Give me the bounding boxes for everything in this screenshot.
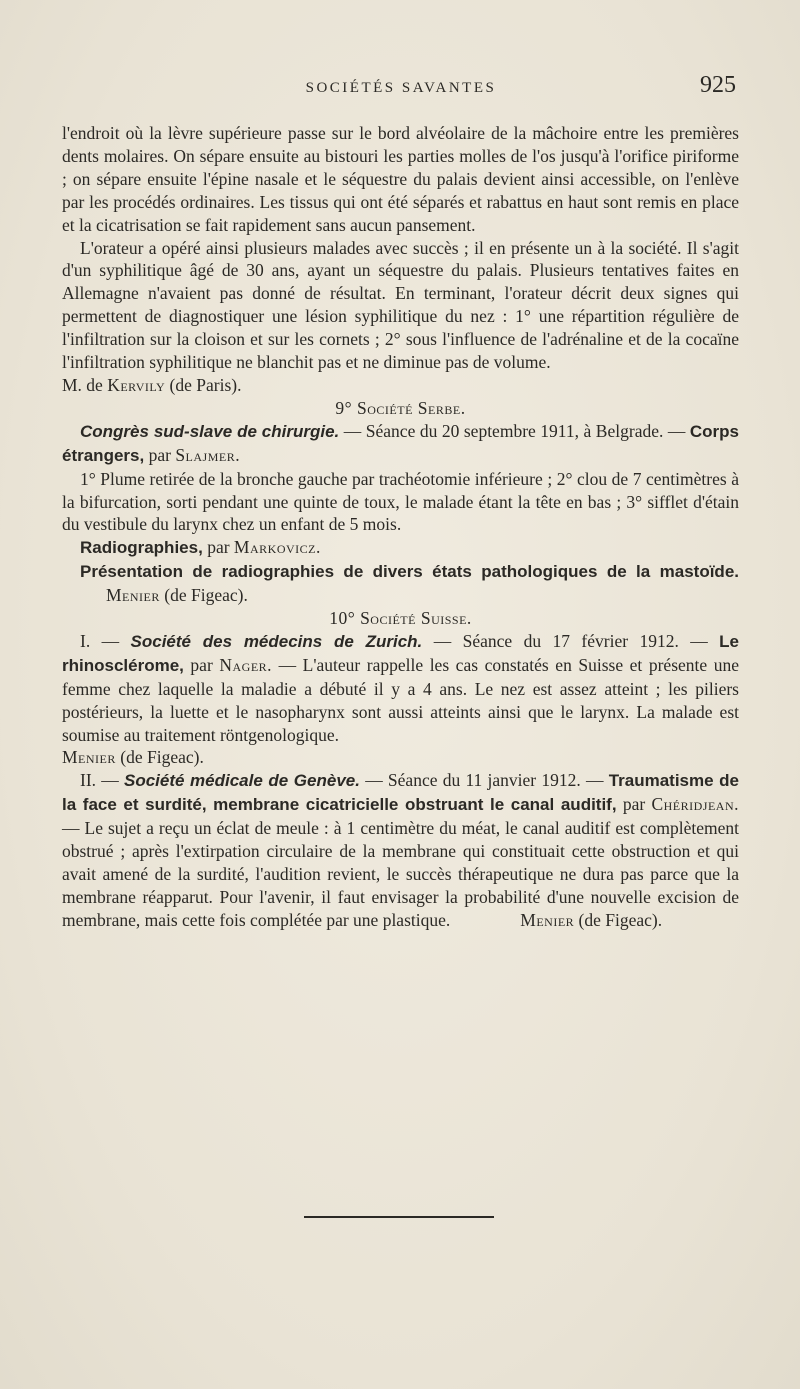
society-geneve: Société médicale de Genève. xyxy=(124,771,360,791)
paragraph-continuation: l'endroit où la lèvre supérieure passe sur le bord alvéolaire de la mâchoire entre les premières dents molaires. On sépare ensuite au bistouri les parties molles de l'os jusqu'à l'orifice piriforme ; on sépare ensuite l'épine nasale et le séquestre du palais devient ainsi accessible, on l'enlève par les procédés ordinaires. Les tissus qui ont été séparés et rabattus en haut sont remis en place et la cicatrisation se fait rapidement sans aucun pansement. xyxy=(62,123,739,235)
author-markovicz: Markovicz. xyxy=(233,537,321,558)
end-rule xyxy=(304,1216,494,1218)
page-number: 925 xyxy=(700,72,736,98)
running-title: SOCIÉTÉS SAVANTES xyxy=(305,80,497,96)
body-text xyxy=(62,122,739,932)
society-zurich: Société des médecins de Zurich. xyxy=(130,631,423,651)
by-text: par xyxy=(616,794,652,815)
signature-place: (de Figeac). xyxy=(574,909,663,930)
signature-menier-zurich xyxy=(62,746,739,769)
section-heading-serbe: 9° Société Serbe. xyxy=(335,397,466,418)
signature-name: Menier xyxy=(62,747,116,768)
signature-prefix: M. de xyxy=(62,374,108,395)
signature-place: (de Figeac). xyxy=(159,585,248,606)
seance-date: — Séance du 20 septembre 1911, à Belgrade. — xyxy=(339,420,690,441)
running-head xyxy=(62,72,740,102)
entry-geneve xyxy=(62,769,739,931)
entry-congres-sud-slave xyxy=(62,420,739,468)
section-heading-suisse: 10° Société Suisse. xyxy=(329,608,472,629)
entry-number: II. — xyxy=(80,770,124,791)
entry-presentation-radiographies xyxy=(62,560,739,607)
by-text: par xyxy=(202,537,234,558)
by-text: par xyxy=(144,444,176,465)
signature-kervily xyxy=(62,374,739,397)
author-cheridjean: Chéridjean. xyxy=(651,794,739,815)
entry-radiographies xyxy=(62,536,739,560)
congress-title: Congrès sud-slave de chirurgie. xyxy=(80,421,340,441)
paragraph-foreign-bodies: 1° Plume retirée de la bronche gauche par trachéotomie inférieure ; 2° clou de 7 centimètres à la bifurcation, sorti pendant une quinte de toux, le malade étant la tête en bas ; 3° sifflet d'étain du vestibule du larynx chez un enfant de 5 mois. xyxy=(62,468,739,535)
signature-name: Menier xyxy=(520,909,575,930)
topic-corps-etrangers: Corps étrangers, xyxy=(62,421,739,465)
author-nager: Nager. xyxy=(219,654,273,675)
topic-radiographies: Radiographies, xyxy=(80,538,203,558)
topic-presentation: Présentation de radiographies de divers états pathologiques de la mastoïde. xyxy=(80,562,739,582)
signature-place: (de Paris). xyxy=(165,374,242,395)
signature-name: Menier xyxy=(106,585,160,606)
signature-place: (de Figeac). xyxy=(115,747,204,768)
entry-number: I. — xyxy=(80,630,131,651)
topic-traumatisme: Traumatisme de la face et surdité, membrane cicatricielle obstruant le canal auditif, xyxy=(62,771,739,815)
author-slajmer: Slajmer. xyxy=(175,444,241,465)
entry-zurich xyxy=(62,630,739,747)
seance-date: — Séance du 17 février 1912. — xyxy=(422,630,720,651)
seance-date: — Séance du 11 janvier 1912. — xyxy=(359,770,609,791)
signature-name: Kervily xyxy=(107,374,166,395)
paragraph-orator: L'orateur a opéré ainsi plusieurs malades avec succès ; il en présente un à la société. Il s'agit d'un syphilitique âgé de 30 ans, ayant un séquestre du palais. Plusieurs tentatives faites en Allemagne n'avaient pas donné de résultat. En terminant, l'orateur décrit deux signes qui permettent de diagnostiquer une lésion syphilitique du nez : 1° une répartition régulière de l'infiltration sur la cloison et sur les cornets ; 2° sous l'influence de l'adrénaline et de la cocaïne l'infiltration syphilitique ne blanchit pas et ne diminue pas de volume. xyxy=(62,237,739,373)
topic-rhinosclerome: Le rhinosclérome, xyxy=(62,631,739,675)
by-text: par xyxy=(183,654,220,675)
entry-body: — L'auteur rappelle les cas constatés en Suisse et présente une femme chez laquelle la maladie a débuté il y a 4 ans. Le nez est assez atteint ; les piliers postérieurs, la luette et le nasopharynx sont aussi atteints ainsi que le larynx. La malade est soumise au traitement röntgenologique. xyxy=(62,654,739,745)
entry-body: — Le sujet a reçu un éclat de meule : à 1 centimètre du méat, le canal auditif est complètement obstrué ; après l'extirpation circulaire de la membrane qui constituait cette obstruction et qui avait amené de la surdité, l'audition revient, le succès thérapeutique ne dura pas parce que la membrane réapparut. Pour l'avenir, il faut envisager la probabilité d'une nouvelle excision de membrane, mais cette fois complétée par une plastique. xyxy=(62,818,739,930)
